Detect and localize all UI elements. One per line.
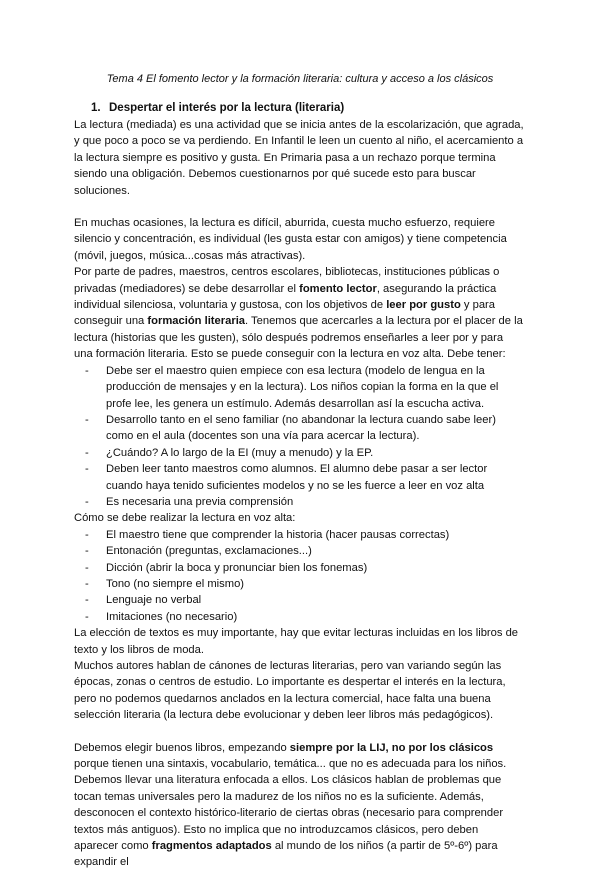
reading-aloud-requirements-list [74, 363, 524, 511]
list-item: - Dicción (abrir la boca y pronunciar bien los fonemas) [106, 560, 524, 576]
paragraph-6: Muchos autores hablan de cánones de lecturas literarias, pero van variando según las épocas, zonas o centros de estudio. Lo importante es despertar el interés en la lectura, pero no podemos quedarnos anclados en la lectura comercial, hace falta una buena selección literaria (la lectura debe evolucionar y deben leer libros más pedagógicos). [74, 660, 506, 722]
list-item: - Entonación (preguntas, exclamaciones...) [106, 543, 524, 559]
p3-bold-formacion: formación literaria [147, 315, 246, 328]
list-item: - Imitaciones (no necesario) [106, 609, 524, 625]
list-item: - Es necesaria una previa comprensión [106, 494, 524, 510]
list-item: - Desarrollo tanto en el seno familiar (no abandonar la lectura cuando sabe leer) como en el aula (docentes son una vía para acercar la lectura). [106, 412, 524, 445]
paragraph-4: Cómo se debe realizar la lectura en voz alta: [74, 512, 296, 525]
p3-text-a: Por parte de padres, maestros, centros escolares, bibliotecas, instituciones públicas o privadas (mediadores) se debe desarrollar el [74, 266, 500, 295]
p7-text-c: porque tienen una sintaxis, vocabulario, temática... que no es adecuada para los niños. Debemos llevar una literatura enfocada a ellos. Los clásicos hablan de problemas que tocan temas universales pero la madurez de los niños no es la suficiente. Además, desconocen el contexto histórico-literario de ciertas obras (necesario para comprender textos más antiguos). Esto no implica que no introduzcamos clásicos, pero deben aparecer como [74, 758, 507, 853]
paragraph-3 [74, 264, 524, 362]
list-item: - Tono (no siempre el mismo) [106, 576, 524, 592]
paragraph-5: La elección de textos es muy importante, hay que evitar lecturas incluidas en los libros de texto y los libros de moda. [74, 627, 519, 656]
p3-text-e: . Tenemos que acercarles a la lectura por el placer de la lectura (historias que les gusten), sólo después podremos enseñarles a leer por y para una formación literaria. Esto se puede conseguir con la lectura en voz alta. Debe tener: [74, 315, 523, 361]
p7-bold-fragmentos: fragmentos adaptados [151, 840, 272, 853]
list-item: - El maestro tiene que comprender la historia (hacer pausas correctas) [106, 527, 524, 543]
paragraph-7 [74, 740, 524, 871]
p7-text-d: al mundo de los niños (a partir de 5º-6º) para expandir el [74, 840, 498, 869]
paragraph-1: La lectura (mediada) es una actividad que se inicia antes de la escolarización, que agrada, y que poco a poco se va perdiendo. En Infantil le leen un cuento al niño, el acercamiento a la lectura siempre es positivo y gusta. En Primaria pasa a un rechazo porque termina siendo una obligación. Debemos cuestionarnos por qué sucede esto para buscar soluciones. [74, 119, 524, 197]
list-item: - ¿Cuándo? A lo largo de la EI (muy a menudo) y la EP. [106, 445, 524, 461]
p3-text-c: , asegurando la práctica individual silenciosa, voluntaria y gustosa, con los objetivos de [74, 282, 497, 312]
section-heading [91, 100, 344, 116]
list-item: - Lenguaje no verbal [106, 592, 524, 608]
p3-bold-leer: leer por gusto [386, 299, 461, 312]
section-number: 1. [91, 102, 101, 114]
p7-text-a: Debemos elegir buenos libros, empezando [74, 741, 290, 754]
paragraph-2: En muchas ocasiones, la lectura es difícil, aburrida, cuesta mucho esfuerzo, requiere silencio y concentración, es individual (les gusta estar con amigos) y tiene competencia (móvil, juegos, música...cosas más atractivas). [74, 217, 507, 262]
reading-aloud-howto-list [74, 527, 524, 625]
list-item: - Deben leer tanto maestros como alumnos. El alumno debe pasar a ser lector cuando haya tenido suficientes modelos y no se les fuerce a leer en voz alta [106, 461, 524, 494]
p3-text-d: y para conseguir una [74, 299, 495, 328]
document-title: Tema 4 El fomento lector y la formación literaria: cultura y acceso a los clásicos [106, 73, 494, 85]
document-body [74, 117, 524, 871]
p7-bold-lij: siempre por la LIJ, no por los clásicos [289, 741, 494, 754]
section-heading-text: Despertar el interés por la lectura (literaria) [109, 102, 345, 114]
p3-bold-fomento: fomento lector [299, 282, 377, 295]
list-item: - Debe ser el maestro quien empiece con esa lectura (modelo de lengua en la producción de mensajes y en la lectura). Los niños copian la forma en la que el profe lee, les genera un estímulo. Además desarrollan así la escucha activa. [106, 363, 524, 412]
